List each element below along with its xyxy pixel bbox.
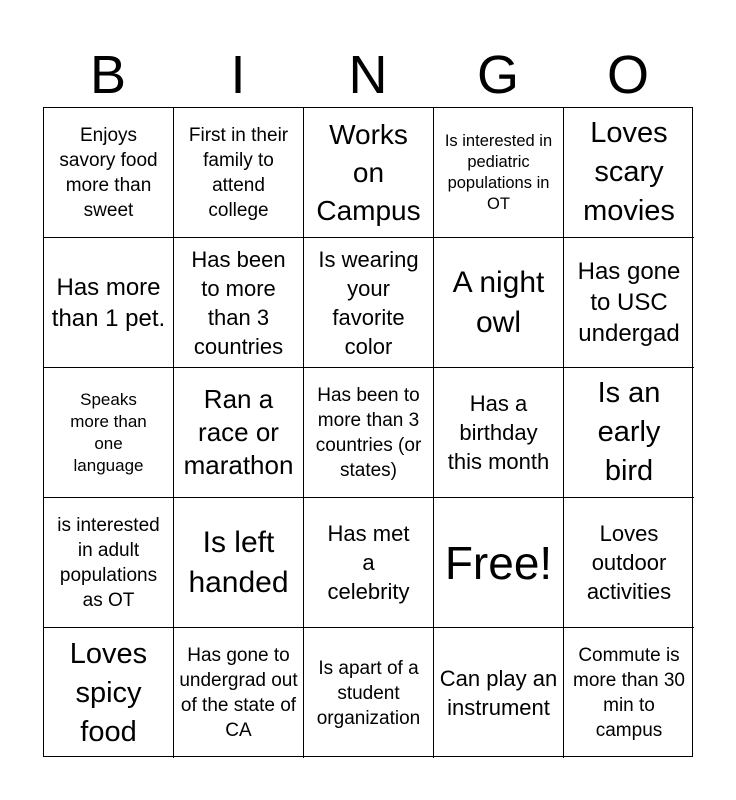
header-letter-n: N [348,45,388,105]
cell-text: Is wearing your favorite color [318,246,419,359]
header-letter-i: I [230,45,246,105]
cell-text: Loves spicy food [69,637,148,748]
bingo-cell[interactable] [44,108,174,238]
cell-text: Loves outdoor activities [586,521,672,604]
cell-text: Enjoys savory food more than sweet [59,124,158,221]
cell-text: Has been to more than 3 countries (or states) [315,384,422,481]
bingo-cell[interactable] [44,628,174,758]
cell-text: Has more than 1 pet. [51,273,166,332]
header-letter-g: G [476,45,519,105]
bingo-cell[interactable] [304,238,434,368]
bingo-cell[interactable] [174,498,304,628]
cell-text: Loves scary movies [583,117,675,227]
bingo-cell[interactable] [434,368,564,498]
cell-text: Is an early bird [597,377,661,487]
bingo-cell[interactable] [44,238,174,368]
cell-text: Has been to more than 3 countries [191,246,286,359]
bingo-cell[interactable] [174,628,304,758]
bingo-cell[interactable] [434,238,564,368]
bingo-cell[interactable] [174,108,304,238]
cell-text: Is interested in pediatric populations in OT [444,131,553,213]
cell-text: is interested in adult populations as OT [57,514,160,611]
cell-text: Is apart of a student organization [316,657,421,729]
cell-text: Is left handed [188,525,289,599]
cell-text: A night owl [452,265,545,339]
free-space-cell[interactable] [434,498,564,628]
free-space-text: Free! [444,536,553,589]
cell-text: First in their family to attend college [188,124,289,221]
header-letter-o: O [606,45,649,105]
bingo-cell[interactable] [44,498,174,628]
header-letter-b: B [89,45,127,105]
cell-text: Commute is more than 30 min to campus [573,645,685,741]
bingo-header [43,42,693,108]
cell-text: Has gone to undergrad out of the state of CA [179,645,298,741]
bingo-cell[interactable] [304,628,434,758]
cell-text: Can play an instrument [439,666,558,720]
bingo-cell[interactable] [174,368,304,498]
bingo-cell[interactable] [564,628,694,758]
bingo-cell[interactable] [304,498,434,628]
bingo-cell[interactable] [564,498,694,628]
cell-text: Works on Campus [316,118,421,226]
bingo-cell[interactable] [564,238,694,368]
cell-text: Speaks more than one language [70,389,147,475]
bingo-cell[interactable] [564,108,694,238]
bingo-cell[interactable] [174,238,304,368]
cell-text: Has a birthday this month [447,391,550,474]
cell-text: Ran a race or marathon [183,384,294,480]
cell-text: Has gone to USC undergad [577,258,681,347]
bingo-cell[interactable] [434,628,564,758]
bingo-cell[interactable] [564,368,694,498]
bingo-cell[interactable] [434,108,564,238]
bingo-cell[interactable] [44,368,174,498]
cell-text: Has met a celebrity [327,521,410,604]
bingo-board [43,107,693,757]
bingo-cell[interactable] [304,368,434,498]
bingo-cell[interactable] [304,108,434,238]
